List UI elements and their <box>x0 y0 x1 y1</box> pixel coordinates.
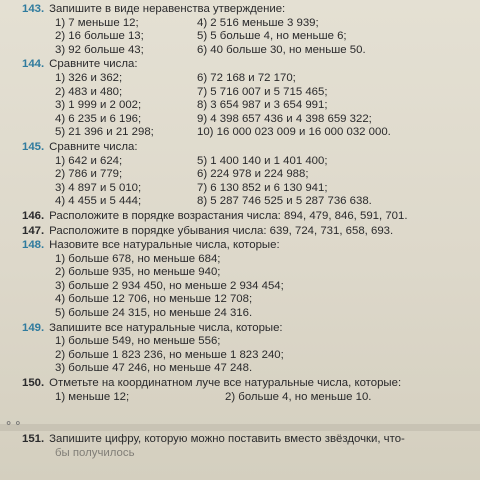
exercise-item: 3) больше 2 934 450, но меньше 2 934 454; <box>55 279 284 292</box>
exercise-number: 145. <box>22 140 45 153</box>
exercise-item: 5) 21 396 и 21 298; <box>55 126 154 139</box>
exercise-item: 4) 6 235 и 6 196; <box>55 112 142 125</box>
exercise-145 <box>22 141 474 209</box>
exercise-title: Расположите в порядке убывания числа: 639, 724, 731, 658, 693. <box>49 224 394 237</box>
exercise-147 <box>22 225 474 239</box>
exercise-title: Сравните числа: <box>49 58 138 71</box>
exercise-item: 5) больше 24 315, но меньше 24 316. <box>55 307 253 320</box>
exercise-number: 143. <box>22 3 45 15</box>
exercise-item: 4) больше 12 706, но меньше 12 708; <box>55 293 253 306</box>
exercise-item: 7) 5 716 007 и 5 715 465; <box>197 85 328 98</box>
exercise-number: 146. <box>22 209 45 222</box>
exercise-item: 2) больше 1 823 236, но меньше 1 823 240; <box>55 348 284 361</box>
exercise-item: 2) 16 больше 13; <box>55 30 144 43</box>
exercise-item: 8) 3 654 987 и 3 654 991; <box>197 99 328 112</box>
exercise-title: Расположите в порядке возрастания числа: 894, 479, 846, 591, 701. <box>49 209 408 222</box>
exercise-item: 1) 7 меньше 12; <box>55 16 139 29</box>
exercise-number: 148. <box>22 239 45 252</box>
exercise-item: 3) 1 999 и 2 002; <box>55 99 142 112</box>
exercise-151 <box>22 433 474 460</box>
exercise-item: 3) больше 47 246, но меньше 47 248. <box>55 362 253 375</box>
circles-icon: ⚬⚬ <box>4 417 23 430</box>
exercise-item: 2) больше 4, но меньше 10. <box>225 390 372 403</box>
exercise-item: 6) 40 больше 30, но меньше 50. <box>197 43 366 56</box>
exercise-title: Запишите все натуральные числа, которые: <box>49 321 283 334</box>
exercise-number: 150. <box>22 377 45 390</box>
exercise-item: 2) 786 и 779; <box>55 168 123 181</box>
exercise-143 <box>22 3 474 57</box>
exercise-number: 147. <box>22 224 45 237</box>
exercise-item: 5) 1 400 140 и 1 401 400; <box>197 154 328 167</box>
exercise-title: Сравните числа: <box>49 140 138 153</box>
exercise-number: 144. <box>22 58 45 71</box>
exercise-146 <box>22 210 474 224</box>
exercise-item: 1) 642 и 624; <box>55 154 123 167</box>
exercise-item: 1) 326 и 362; <box>55 71 123 84</box>
exercise-item: 3) 92 больше 43; <box>55 43 144 56</box>
cut-off-text: бы получилось <box>55 446 135 459</box>
exercise-number: 149. <box>22 321 45 334</box>
exercise-item: 8) 5 287 746 525 и 5 287 736 638. <box>197 195 372 208</box>
exercise-item: 2) больше 935, но меньше 940; <box>55 266 221 279</box>
exercise-item: 6) 72 168 и 72 170; <box>197 71 296 84</box>
exercise-144 <box>22 58 474 140</box>
exercise-item: 7) 6 130 852 и 6 130 941; <box>197 181 328 194</box>
exercise-item: 4) 4 455 и 5 444; <box>55 195 142 208</box>
exercise-item: 3) 4 897 и 5 010; <box>55 181 142 194</box>
exercise-item: 4) 2 516 меньше 3 939; <box>197 16 319 29</box>
exercise-item: 1) больше 678, но меньше 684; <box>55 252 221 265</box>
exercise-item: 10) 16 000 023 009 и 16 000 032 000. <box>197 126 391 139</box>
exercise-item: 1) меньше 12; <box>55 390 130 403</box>
page-fold-divider <box>0 424 480 431</box>
exercise-item: 1) больше 549, но меньше 556; <box>55 335 221 348</box>
exercise-item: 5) 5 больше 4, но меньше 6; <box>197 30 347 43</box>
exercise-title: Запишите цифру, которую можно поставить вместо звёздочки, что- <box>49 433 405 445</box>
exercise-title: Запишите в виде неравенства утверждение: <box>49 3 286 15</box>
exercises-block <box>22 3 474 405</box>
exercise-item: 9) 4 398 657 436 и 4 398 659 322; <box>197 112 372 125</box>
exercise-number: 151. <box>22 433 45 445</box>
exercise-148 <box>22 239 474 321</box>
exercise-item: 2) 483 и 480; <box>55 85 123 98</box>
exercise-title: Отметьте на координатном луче все натуральные числа, которые: <box>49 377 402 390</box>
exercise-title: Назовите все натуральные числа, которые: <box>49 239 280 252</box>
exercise-149 <box>22 322 474 376</box>
exercise-item: 6) 224 978 и 224 988; <box>197 168 309 181</box>
exercise-150 <box>22 377 474 404</box>
